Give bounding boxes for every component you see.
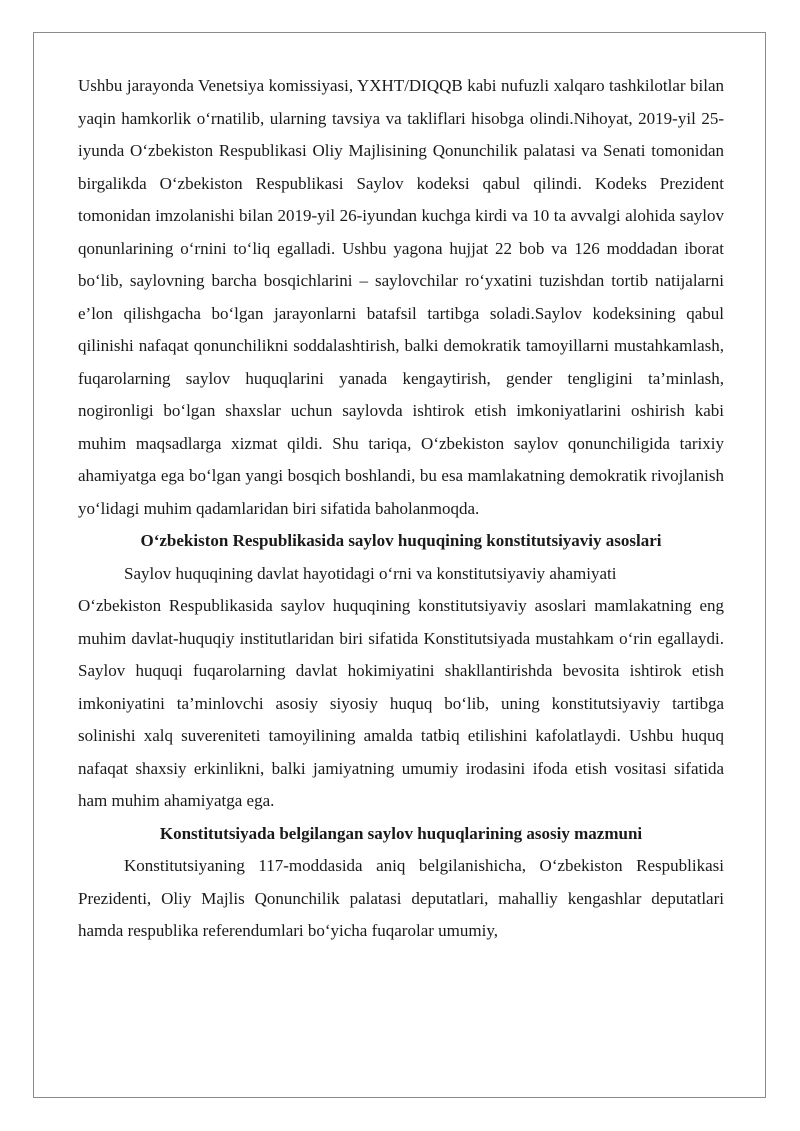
paragraph-konstitutsiyaviy-asoslar: O‘zbekiston Respublikasida saylov huquqining konstitutsiyaviy asoslari mamlakatning eng muhim davlat-huquqiy institutlaridan biri sifatida Konstitutsiyada mustahkam o‘rin egallaydi. Saylov huquqi fuqarolarning davlat hokimiyatini shakllantirishda bevosita ishtirok etish imkoniyatini ta’minlovchi asosiy siyosiy huquq bo‘lib, uning konstitutsiyaviy tartibga solinishi xalq suvereniteti tamoyilining amalda tatbiq etilishini kafolatlaydi. Ushbu huquq nafaqat shaxsiy erkinlikni, balki jamiyatning umumiy irodasini ifoda etish vositasi sifatida ham muhim ahamiyatga ega. xyxy=(78,596,724,810)
subheading-davlat-hayotidagi-orni: Saylov huquqining davlat hayotidagi o‘rni va konstitutsiyaviy ahamiyati xyxy=(124,563,617,583)
document-body xyxy=(78,70,724,948)
section-heading-asosiy-mazmun: Konstitutsiyada belgilangan saylov huquqlarining asosiy mazmuni xyxy=(159,823,643,843)
paragraph-saylov-kodeksi: Ushbu jarayonda Venetsiya komissiyasi, YXHT/DIQQB kabi nufuzli xalqaro tashkilotlar bilan yaqin hamkorlik o‘rnatilib, ularning tavsiya va takliflari hisobga olindi.Nihoyat, 2019-yil 25-iyunda O‘zbekiston Respublikasi Oliy Majlisining Qonunchilik palatasi va Senati tomonidan birgalikda O‘zbekiston Respublikasi Saylov kodeksi qabul qilindi. Kodeks Prezident tomonidan imzolanishi bilan 2019-yil 26-iyundan kuchga kirdi va 10 ta avvalgi alohida saylov qonunlarining o‘rnini to‘liq egalladi. Ushbu yagona hujjat 22 bob va 126 moddadan iborat bo‘lib, saylovning barcha bosqichlarini – saylovchilar ro‘yxatini tuzishdan tortib natijalarni e’lon qilishgacha bo‘lgan jarayonlarni batafsil tartibga soladi.Saylov kodeksining qabul qilinishi nafaqat qonunchilikni soddalashtirish, balki demokratik tamoyillarni mustahkamlash, fuqarolarning saylov huquqlarini yanada kengaytirish, gender tengligini ta’minlash, nogironligi bo‘lgan shaxslar uchun saylovda ishtirok etish imkoniyatlarini oshirish kabi muhim maqsadlarga xizmat qildi. Shu tariqa, O‘zbekiston saylov qonunchiligida tarixiy ahamiyatga ega bo‘lgan yangi bosqich boshlandi, bu esa mamlakatning demokratik rivojlanish yo‘lidagi muhim qadamlaridan biri sifatida baholanmoqda. xyxy=(78,76,724,518)
paragraph-117-modda: Konstitutsiyaning 117-moddasida aniq belgilanishicha, O‘zbekiston Respublikasi Prezidenti, Oliy Majlis Qonunchilik palatasi deputatlari, mahalliy kengashlar deputatlari hamda respublika referendumlari bo‘yicha fuqarolar umumiy, xyxy=(78,856,724,940)
section-heading-konstitutsiyaviy-asoslar: O‘zbekiston Respublikasida saylov huquqining konstitutsiyaviy asoslari xyxy=(140,531,662,550)
